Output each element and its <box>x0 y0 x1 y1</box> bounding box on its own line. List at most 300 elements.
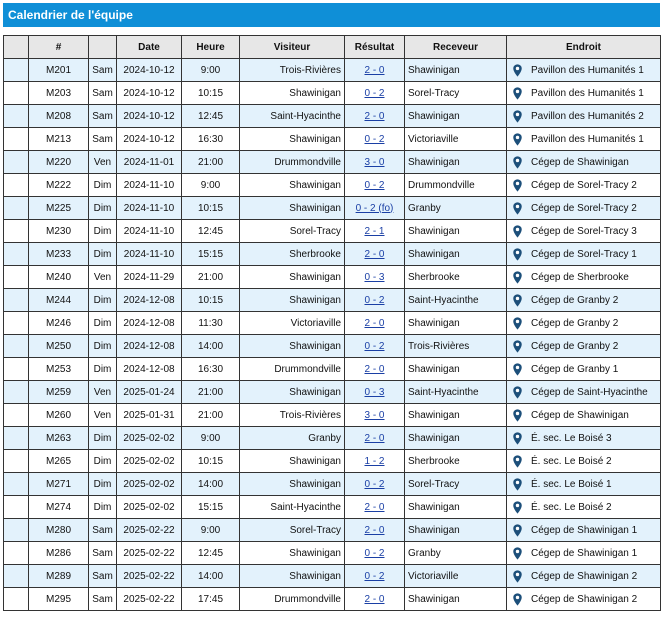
game-number: M265 <box>29 450 89 473</box>
game-time: 12:45 <box>182 542 240 565</box>
game-number: M201 <box>29 59 89 82</box>
result-link[interactable]: 2 - 0 <box>364 248 385 260</box>
row-blank-cell <box>4 220 29 243</box>
game-day: Dim <box>89 358 117 381</box>
game-number: M246 <box>29 312 89 335</box>
visitor-team: Shawinigan <box>240 82 345 105</box>
game-date: 2025-01-24 <box>117 381 182 404</box>
game-number: M289 <box>29 565 89 588</box>
result-link[interactable]: 0 - 2 <box>364 179 385 191</box>
result-link[interactable]: 0 - 2 (fo) <box>355 202 394 214</box>
result-link[interactable]: 2 - 0 <box>364 110 385 122</box>
visitor-team: Shawinigan <box>240 128 345 151</box>
game-day: Dim <box>89 197 117 220</box>
game-date: 2024-11-10 <box>117 243 182 266</box>
venue-name: Pavillon des Humanités 2 <box>531 110 644 122</box>
row-blank-cell <box>4 197 29 220</box>
visitor-team: Shawinigan <box>240 174 345 197</box>
panel-title: Calendrier de l'équipe <box>3 3 660 27</box>
table-row <box>4 427 661 450</box>
result-link[interactable]: 2 - 0 <box>364 64 385 76</box>
map-pin-icon[interactable] <box>512 386 523 399</box>
table-row <box>4 174 661 197</box>
home-team: Saint-Hyacinthe <box>405 381 507 404</box>
home-team: Sherbrooke <box>405 266 507 289</box>
game-number: M280 <box>29 519 89 542</box>
venue-name: É. sec. Le Boisé 2 <box>531 501 612 513</box>
map-pin-icon[interactable] <box>512 64 523 77</box>
result-cell <box>345 335 405 358</box>
game-number: M274 <box>29 496 89 519</box>
game-date: 2024-12-08 <box>117 312 182 335</box>
result-cell <box>345 404 405 427</box>
game-date: 2024-10-12 <box>117 82 182 105</box>
result-cell <box>345 542 405 565</box>
game-date: 2025-02-22 <box>117 588 182 611</box>
row-blank-cell <box>4 588 29 611</box>
result-link[interactable]: 3 - 0 <box>364 156 385 168</box>
row-blank-cell <box>4 565 29 588</box>
game-time: 21:00 <box>182 266 240 289</box>
map-pin-icon[interactable] <box>512 432 523 445</box>
venue-cell <box>507 404 661 427</box>
result-cell <box>345 82 405 105</box>
venue-cell <box>507 59 661 82</box>
row-blank-cell <box>4 289 29 312</box>
schedule-body <box>4 59 661 611</box>
map-pin-icon[interactable] <box>512 547 523 560</box>
visitor-team: Shawinigan <box>240 289 345 312</box>
game-day: Dim <box>89 312 117 335</box>
result-cell <box>345 312 405 335</box>
venue-cell <box>507 174 661 197</box>
map-pin-icon[interactable] <box>512 179 523 192</box>
map-pin-icon[interactable] <box>512 524 523 537</box>
game-date: 2025-02-02 <box>117 473 182 496</box>
result-link[interactable]: 0 - 3 <box>364 386 385 398</box>
row-blank-cell <box>4 105 29 128</box>
row-blank-cell <box>4 519 29 542</box>
game-date: 2024-12-08 <box>117 289 182 312</box>
venue-cell <box>507 565 661 588</box>
game-time: 15:15 <box>182 243 240 266</box>
game-time: 16:30 <box>182 128 240 151</box>
table-row <box>4 450 661 473</box>
visitor-team: Shawinigan <box>240 473 345 496</box>
game-date: 2024-12-08 <box>117 358 182 381</box>
row-blank-cell <box>4 335 29 358</box>
venue-name: Cégep de Granby 2 <box>531 294 619 306</box>
table-header-row <box>4 36 661 59</box>
visitor-team: Shawinigan <box>240 381 345 404</box>
game-time: 11:30 <box>182 312 240 335</box>
venue-name: É. sec. Le Boisé 1 <box>531 478 612 490</box>
venue-cell <box>507 588 661 611</box>
venue-name: Cégep de Granby 2 <box>531 340 619 352</box>
map-pin-icon[interactable] <box>512 225 523 238</box>
row-blank-cell <box>4 496 29 519</box>
result-cell <box>345 197 405 220</box>
result-link[interactable]: 0 - 2 <box>364 340 385 352</box>
game-date: 2024-11-01 <box>117 151 182 174</box>
visitor-team: Shawinigan <box>240 266 345 289</box>
game-number: M271 <box>29 473 89 496</box>
venue-cell <box>507 312 661 335</box>
game-day: Sam <box>89 105 117 128</box>
game-time: 9:00 <box>182 519 240 542</box>
visitor-team: Trois-Rivières <box>240 404 345 427</box>
header-result[interactable]: Résultat <box>345 36 405 59</box>
row-blank-cell <box>4 473 29 496</box>
game-time: 10:15 <box>182 450 240 473</box>
home-team: Victoriaville <box>405 565 507 588</box>
table-row <box>4 151 661 174</box>
map-pin-icon[interactable] <box>512 202 523 215</box>
result-link[interactable]: 0 - 2 <box>364 294 385 306</box>
result-link[interactable]: 0 - 2 <box>364 547 385 559</box>
game-date: 2024-10-12 <box>117 105 182 128</box>
venue-cell <box>507 519 661 542</box>
venue-cell <box>507 450 661 473</box>
game-date: 2024-10-12 <box>117 59 182 82</box>
visitor-team: Sorel-Tracy <box>240 519 345 542</box>
game-time: 12:45 <box>182 105 240 128</box>
game-day: Sam <box>89 82 117 105</box>
game-day: Sam <box>89 542 117 565</box>
table-row <box>4 312 661 335</box>
game-date: 2024-10-12 <box>117 128 182 151</box>
visitor-team: Trois-Rivières <box>240 59 345 82</box>
game-number: M233 <box>29 243 89 266</box>
row-blank-cell <box>4 174 29 197</box>
table-row <box>4 243 661 266</box>
home-team: Shawinigan <box>405 427 507 450</box>
table-row <box>4 358 661 381</box>
venue-name: Cégep de Granby 2 <box>531 317 619 329</box>
visitor-team: Drummondville <box>240 358 345 381</box>
map-pin-icon[interactable] <box>512 133 523 146</box>
home-team: Shawinigan <box>405 519 507 542</box>
row-blank-cell <box>4 128 29 151</box>
game-time: 17:45 <box>182 588 240 611</box>
table-row <box>4 105 661 128</box>
result-link[interactable]: 0 - 2 <box>364 133 385 145</box>
game-time: 9:00 <box>182 174 240 197</box>
venue-cell <box>507 358 661 381</box>
game-day: Ven <box>89 151 117 174</box>
game-time: 9:00 <box>182 59 240 82</box>
result-cell <box>345 105 405 128</box>
visitor-team: Saint-Hyacinthe <box>240 105 345 128</box>
home-team: Granby <box>405 542 507 565</box>
game-date: 2025-02-02 <box>117 496 182 519</box>
game-day: Ven <box>89 404 117 427</box>
table-row <box>4 473 661 496</box>
game-number: M253 <box>29 358 89 381</box>
venue-cell <box>507 289 661 312</box>
game-date: 2025-02-22 <box>117 565 182 588</box>
table-row <box>4 128 661 151</box>
table-row <box>4 335 661 358</box>
result-cell <box>345 427 405 450</box>
game-number: M213 <box>29 128 89 151</box>
map-pin-icon[interactable] <box>512 156 523 169</box>
venue-cell <box>507 473 661 496</box>
game-time: 14:00 <box>182 335 240 358</box>
result-link[interactable]: 2 - 0 <box>364 432 385 444</box>
game-time: 12:45 <box>182 220 240 243</box>
result-cell <box>345 151 405 174</box>
game-day: Dim <box>89 496 117 519</box>
visitor-team: Drummondville <box>240 588 345 611</box>
game-number: M222 <box>29 174 89 197</box>
game-day: Sam <box>89 59 117 82</box>
map-pin-icon[interactable] <box>512 271 523 284</box>
row-blank-cell <box>4 358 29 381</box>
map-pin-icon[interactable] <box>512 501 523 514</box>
result-link[interactable]: 0 - 3 <box>364 271 385 283</box>
venue-name: Cégep de Shawinigan 2 <box>531 570 638 582</box>
venue-cell <box>507 542 661 565</box>
home-team: Shawinigan <box>405 496 507 519</box>
result-cell <box>345 473 405 496</box>
table-row <box>4 220 661 243</box>
venue-cell <box>507 105 661 128</box>
result-cell <box>345 496 405 519</box>
row-blank-cell <box>4 59 29 82</box>
game-number: M208 <box>29 105 89 128</box>
venue-name: Pavillon des Humanités 1 <box>531 133 644 145</box>
game-day: Dim <box>89 289 117 312</box>
venue-cell <box>507 335 661 358</box>
game-day: Sam <box>89 565 117 588</box>
row-blank-cell <box>4 404 29 427</box>
home-team: Shawinigan <box>405 243 507 266</box>
venue-cell <box>507 151 661 174</box>
map-pin-icon[interactable] <box>512 409 523 422</box>
game-date: 2024-11-29 <box>117 266 182 289</box>
game-date: 2024-11-10 <box>117 197 182 220</box>
map-pin-icon[interactable] <box>512 593 523 606</box>
header-day <box>89 36 117 59</box>
game-time: 16:30 <box>182 358 240 381</box>
venue-name: Cégep de Sorel-Tracy 3 <box>531 225 637 237</box>
table-row <box>4 542 661 565</box>
header-venue[interactable]: Endroit <box>507 36 661 59</box>
table-row <box>4 519 661 542</box>
game-time: 9:00 <box>182 427 240 450</box>
table-row <box>4 496 661 519</box>
game-number: M250 <box>29 335 89 358</box>
game-date: 2024-11-10 <box>117 174 182 197</box>
result-link[interactable]: 3 - 0 <box>364 409 385 421</box>
map-pin-icon[interactable] <box>512 317 523 330</box>
result-cell <box>345 266 405 289</box>
row-blank-cell <box>4 450 29 473</box>
row-blank-cell <box>4 151 29 174</box>
game-day: Dim <box>89 335 117 358</box>
game-day: Sam <box>89 128 117 151</box>
header-time[interactable]: Heure <box>182 36 240 59</box>
map-pin-icon[interactable] <box>512 340 523 353</box>
game-day: Dim <box>89 220 117 243</box>
map-pin-icon[interactable] <box>512 363 523 376</box>
game-date: 2025-02-22 <box>117 519 182 542</box>
map-pin-icon[interactable] <box>512 87 523 100</box>
map-pin-icon[interactable] <box>512 455 523 468</box>
game-time: 15:15 <box>182 496 240 519</box>
venue-name: Cégep de Sorel-Tracy 2 <box>531 202 637 214</box>
venue-cell <box>507 82 661 105</box>
game-number: M220 <box>29 151 89 174</box>
game-number: M240 <box>29 266 89 289</box>
venue-cell <box>507 243 661 266</box>
venue-cell <box>507 128 661 151</box>
map-pin-icon[interactable] <box>512 478 523 491</box>
row-blank-cell <box>4 243 29 266</box>
table-row <box>4 381 661 404</box>
row-blank-cell <box>4 542 29 565</box>
result-link[interactable]: 2 - 1 <box>364 225 385 237</box>
map-pin-icon[interactable] <box>512 570 523 583</box>
venue-name: Cégep de Shawinigan 1 <box>531 524 638 536</box>
header-home[interactable]: Receveur <box>405 36 507 59</box>
schedule-panel <box>3 3 660 611</box>
home-team: Shawinigan <box>405 105 507 128</box>
game-date: 2025-01-31 <box>117 404 182 427</box>
game-time: 21:00 <box>182 381 240 404</box>
game-time: 14:00 <box>182 565 240 588</box>
result-cell <box>345 243 405 266</box>
row-blank-cell <box>4 266 29 289</box>
game-day: Dim <box>89 174 117 197</box>
venue-name: Cégep de Shawinigan 1 <box>531 547 638 559</box>
visitor-team: Shawinigan <box>240 197 345 220</box>
game-number: M203 <box>29 82 89 105</box>
venue-cell <box>507 381 661 404</box>
result-cell <box>345 358 405 381</box>
visitor-team: Shawinigan <box>240 450 345 473</box>
home-team: Granby <box>405 197 507 220</box>
game-time: 10:15 <box>182 289 240 312</box>
result-link[interactable]: 2 - 0 <box>364 524 385 536</box>
result-link[interactable]: 0 - 2 <box>364 478 385 490</box>
visitor-team: Shawinigan <box>240 335 345 358</box>
game-time: 10:15 <box>182 82 240 105</box>
venue-name: Cégep de Shawinigan <box>531 156 629 168</box>
header-number[interactable]: # <box>29 36 89 59</box>
table-row <box>4 59 661 82</box>
home-team: Shawinigan <box>405 151 507 174</box>
result-link[interactable]: 2 - 0 <box>364 593 385 605</box>
home-team: Shawinigan <box>405 59 507 82</box>
table-row <box>4 404 661 427</box>
result-cell <box>345 128 405 151</box>
game-number: M260 <box>29 404 89 427</box>
venue-cell <box>507 220 661 243</box>
visitor-team: Granby <box>240 427 345 450</box>
venue-name: Pavillon des Humanités 1 <box>531 87 644 99</box>
table-row <box>4 588 661 611</box>
table-row <box>4 266 661 289</box>
game-day: Ven <box>89 266 117 289</box>
home-team: Drummondville <box>405 174 507 197</box>
header-blank <box>4 36 29 59</box>
row-blank-cell <box>4 82 29 105</box>
game-number: M259 <box>29 381 89 404</box>
game-date: 2024-12-08 <box>117 335 182 358</box>
result-cell <box>345 565 405 588</box>
home-team: Sorel-Tracy <box>405 82 507 105</box>
row-blank-cell <box>4 427 29 450</box>
map-pin-icon[interactable] <box>512 248 523 261</box>
game-day: Sam <box>89 519 117 542</box>
visitor-team: Shawinigan <box>240 542 345 565</box>
result-cell <box>345 519 405 542</box>
visitor-team: Drummondville <box>240 151 345 174</box>
result-cell <box>345 588 405 611</box>
table-row <box>4 197 661 220</box>
visitor-team: Victoriaville <box>240 312 345 335</box>
home-team: Saint-Hyacinthe <box>405 289 507 312</box>
result-link[interactable]: 2 - 0 <box>364 317 385 329</box>
game-number: M230 <box>29 220 89 243</box>
result-link[interactable]: 2 - 0 <box>364 363 385 375</box>
visitor-team: Sorel-Tracy <box>240 220 345 243</box>
game-number: M225 <box>29 197 89 220</box>
venue-cell <box>507 266 661 289</box>
game-date: 2025-02-22 <box>117 542 182 565</box>
result-cell <box>345 381 405 404</box>
home-team: Shawinigan <box>405 312 507 335</box>
home-team: Shawinigan <box>405 588 507 611</box>
game-number: M263 <box>29 427 89 450</box>
map-pin-icon[interactable] <box>512 110 523 123</box>
game-day: Dim <box>89 427 117 450</box>
schedule-table <box>3 35 661 611</box>
result-link[interactable]: 2 - 0 <box>364 501 385 513</box>
game-day: Dim <box>89 450 117 473</box>
game-time: 21:00 <box>182 151 240 174</box>
home-team: Shawinigan <box>405 220 507 243</box>
venue-cell <box>507 197 661 220</box>
table-row <box>4 82 661 105</box>
venue-name: Cégep de Sherbrooke <box>531 271 629 283</box>
home-team: Shawinigan <box>405 404 507 427</box>
game-day: Ven <box>89 381 117 404</box>
result-cell <box>345 174 405 197</box>
game-number: M244 <box>29 289 89 312</box>
result-link[interactable]: 1 - 2 <box>364 455 385 467</box>
home-team: Sherbrooke <box>405 450 507 473</box>
map-pin-icon[interactable] <box>512 294 523 307</box>
result-link[interactable]: 0 - 2 <box>364 87 385 99</box>
venue-name: Cégep de Sorel-Tracy 2 <box>531 179 637 191</box>
result-cell <box>345 59 405 82</box>
game-day: Dim <box>89 243 117 266</box>
header-visitor[interactable]: Visiteur <box>240 36 345 59</box>
visitor-team: Sherbrooke <box>240 243 345 266</box>
venue-name: Cégep de Granby 1 <box>531 363 619 375</box>
header-date[interactable]: Date <box>117 36 182 59</box>
result-link[interactable]: 0 - 2 <box>364 570 385 582</box>
result-cell <box>345 220 405 243</box>
table-row <box>4 289 661 312</box>
game-time: 21:00 <box>182 404 240 427</box>
row-blank-cell <box>4 381 29 404</box>
home-team: Sorel-Tracy <box>405 473 507 496</box>
table-row <box>4 565 661 588</box>
